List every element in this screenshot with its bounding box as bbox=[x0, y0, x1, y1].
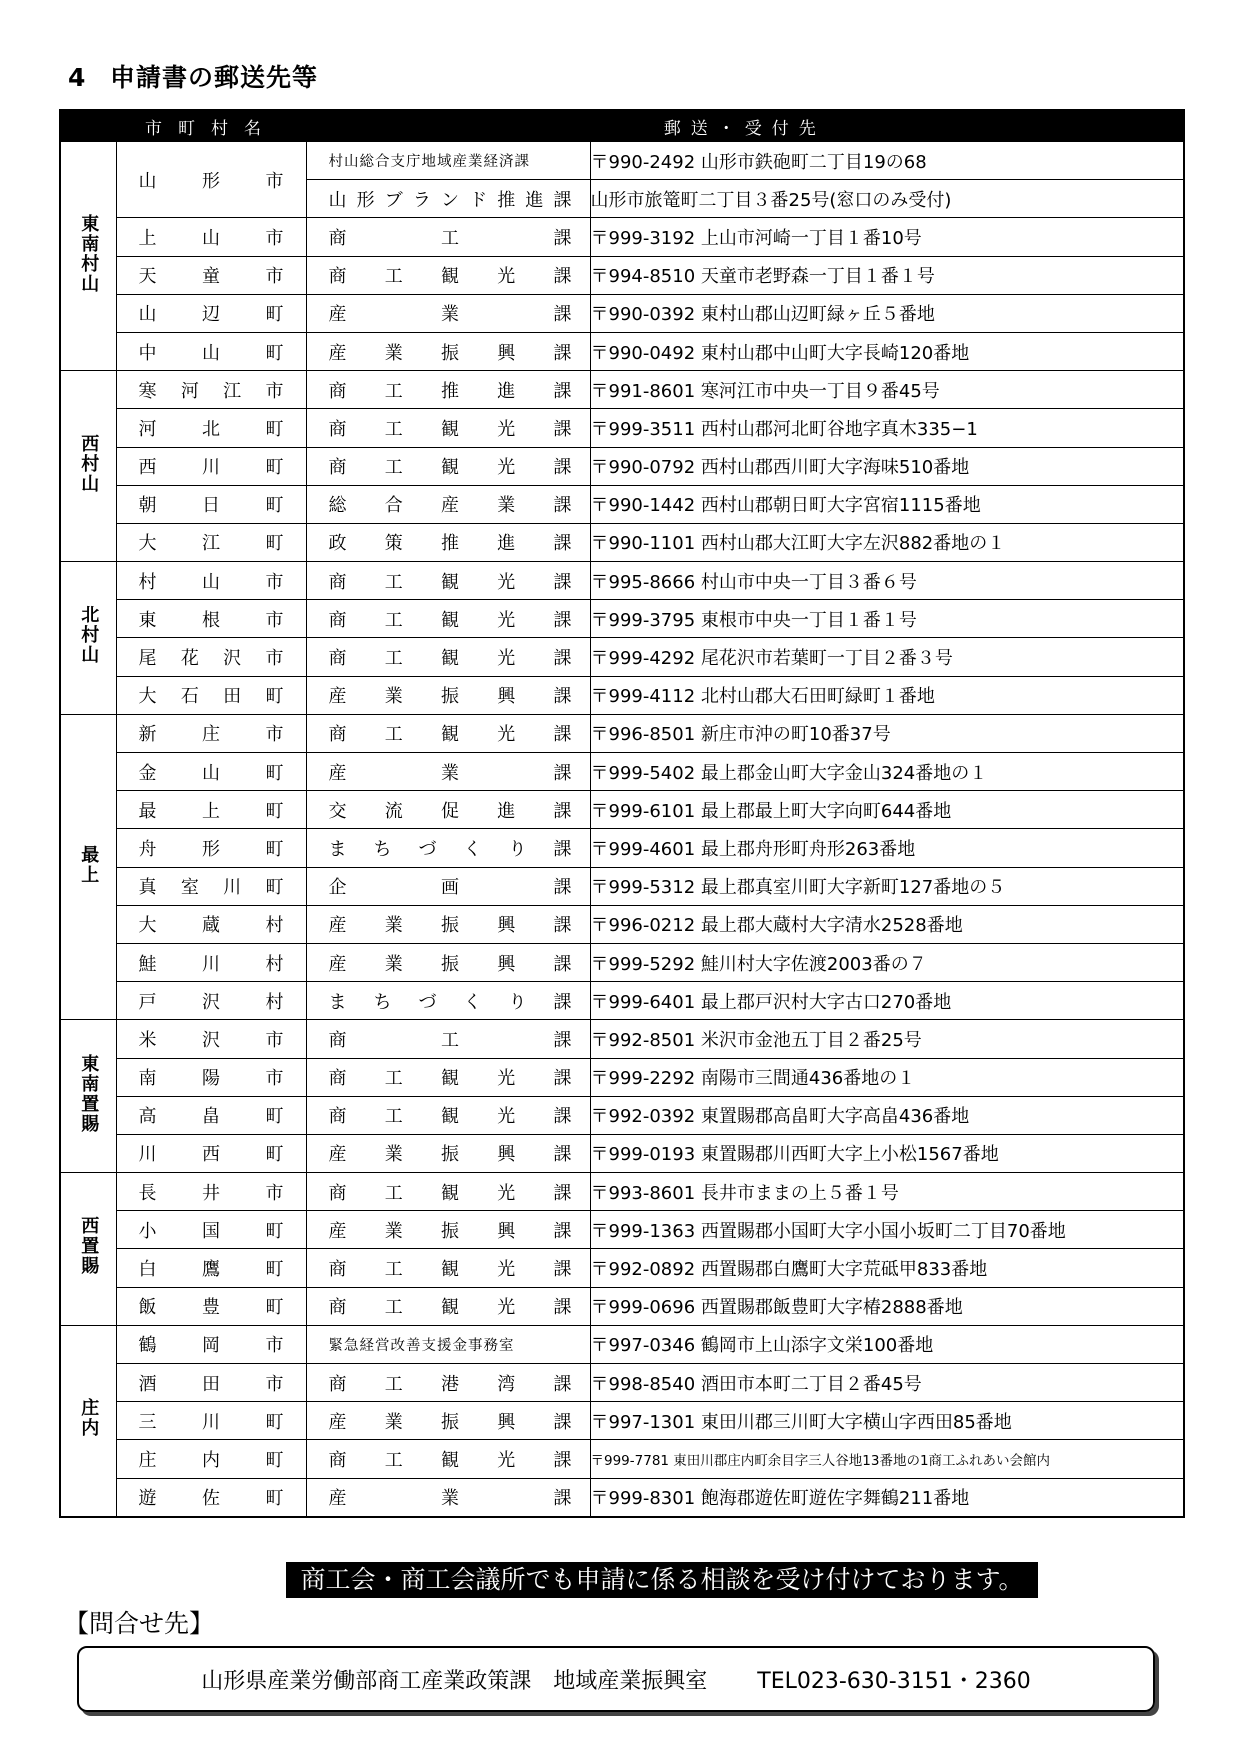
table-row bbox=[60, 1402, 1184, 1440]
municipality-name: 酒 田 市 bbox=[116, 1364, 306, 1402]
municipality-name: 川 西 町 bbox=[116, 1134, 306, 1172]
department-name: 商 工 港 湾 課 bbox=[306, 1364, 590, 1402]
contact-phone: TEL023-630-3151・2360 bbox=[757, 1668, 1031, 1694]
mailing-address: 〒992-0892 西置賜郡白鷹町大字荒砥甲833番地 bbox=[590, 1249, 1184, 1287]
table-row bbox=[60, 676, 1184, 714]
table-row bbox=[60, 218, 1184, 256]
region-label: 北村山 bbox=[60, 562, 116, 715]
municipality-name: 上 山 市 bbox=[116, 218, 306, 256]
municipality-name: 小 国 町 bbox=[116, 1211, 306, 1249]
department-name: 産 業 振 興 課 bbox=[306, 943, 590, 981]
mailing-address: 〒999-3511 西村山郡河北町谷地字真木335−1 bbox=[590, 409, 1184, 447]
municipality-name: 金 山 町 bbox=[116, 753, 306, 791]
department-name: 商 工 観 光 課 bbox=[306, 256, 590, 294]
mailing-address: 〒990-0792 西村山郡西川町大字海味510番地 bbox=[590, 447, 1184, 485]
municipality-name: 村 山 市 bbox=[116, 562, 306, 600]
department-name: 産 業 課 bbox=[306, 1478, 590, 1517]
department-name: 商 工 観 光 課 bbox=[306, 1173, 590, 1211]
municipality-name: 大 江 町 bbox=[116, 523, 306, 561]
department-name: 商 工 観 光 課 bbox=[306, 447, 590, 485]
municipality-name: 大 石 田 町 bbox=[116, 676, 306, 714]
mailing-address: 〒992-0392 東置賜郡高畠町大字高畠436番地 bbox=[590, 1096, 1184, 1134]
municipality-name: 山 形 市 bbox=[116, 142, 306, 218]
table-row bbox=[60, 600, 1184, 638]
department-name: 企 画 課 bbox=[306, 867, 590, 905]
department-name: 産 業 振 興 課 bbox=[306, 332, 590, 370]
contact-office: 山形県産業労働部商工産業政策課 地域産業振興室 bbox=[201, 1668, 708, 1694]
mailing-address: 〒995-8666 村山市中央一丁目３番６号 bbox=[590, 562, 1184, 600]
municipality-name: 中 山 町 bbox=[116, 332, 306, 370]
region-label: 西村山 bbox=[60, 371, 116, 562]
table-row bbox=[60, 371, 1184, 409]
department-name: 産 業 振 興 課 bbox=[306, 1402, 590, 1440]
table-row bbox=[60, 1478, 1184, 1517]
table-row bbox=[60, 791, 1184, 829]
municipality-name: 新 庄 市 bbox=[116, 714, 306, 752]
mailing-address: 〒996-0212 最上郡大蔵村大字清水2528番地 bbox=[590, 905, 1184, 943]
department-name: 交 流 促 進 課 bbox=[306, 791, 590, 829]
municipality-name: 朝 日 町 bbox=[116, 485, 306, 523]
contact-box bbox=[77, 1646, 1155, 1712]
mailing-address: 〒999-6401 最上郡戸沢村大字古口270番地 bbox=[590, 982, 1184, 1020]
region-label: 庄内 bbox=[60, 1325, 116, 1516]
municipality-name: 庄 内 町 bbox=[116, 1440, 306, 1478]
table-row bbox=[60, 905, 1184, 943]
department-name: 産 業 課 bbox=[306, 753, 590, 791]
municipality-name: 高 畠 町 bbox=[116, 1096, 306, 1134]
region-label: 東南村山 bbox=[60, 142, 116, 371]
department-name: 総 合 産 業 課 bbox=[306, 485, 590, 523]
table-row bbox=[60, 447, 1184, 485]
region-label: 西置賜 bbox=[60, 1173, 116, 1326]
municipality-name: 鮭 川 村 bbox=[116, 943, 306, 981]
municipality-name: 遊 佐 町 bbox=[116, 1478, 306, 1517]
municipality-name: 三 川 町 bbox=[116, 1402, 306, 1440]
region-label: 東南置賜 bbox=[60, 1020, 116, 1173]
mailing-address: 〒998-8540 酒田市本町二丁目２番45号 bbox=[590, 1364, 1184, 1402]
contact-heading: 【問合せ先】 bbox=[64, 1609, 215, 1638]
header-destination: 郵送・受付先 bbox=[306, 110, 1184, 142]
department-name: ま ち づ く り 課 bbox=[306, 982, 590, 1020]
mailing-address: 〒999-4601 最上郡舟形町舟形263番地 bbox=[590, 829, 1184, 867]
section-number: 4 bbox=[68, 63, 87, 92]
municipality-name: 真 室 川 町 bbox=[116, 867, 306, 905]
mailing-address: 〒994-8510 天童市老野森一丁目１番１号 bbox=[590, 256, 1184, 294]
mailing-address: 〒999-0696 西置賜郡飯豊町大字椿2888番地 bbox=[590, 1287, 1184, 1325]
department-name: 産 業 振 興 課 bbox=[306, 905, 590, 943]
table-row bbox=[60, 1173, 1184, 1211]
department-name: 産 業 課 bbox=[306, 294, 590, 332]
mailing-address: 〒999-5312 最上郡真室川町大字新町127番地の５ bbox=[590, 867, 1184, 905]
mailing-address: 〒999-6101 最上郡最上町大字向町644番地 bbox=[590, 791, 1184, 829]
department-name: 商 工 観 光 課 bbox=[306, 1287, 590, 1325]
table-row bbox=[60, 1287, 1184, 1325]
table-row bbox=[60, 1134, 1184, 1172]
department-name: 商 工 観 光 課 bbox=[306, 1096, 590, 1134]
department-name: 商 工 課 bbox=[306, 218, 590, 256]
mailing-address: 〒990-0392 東村山郡山辺町緑ヶ丘５番地 bbox=[590, 294, 1184, 332]
department-name: ま ち づ く り 課 bbox=[306, 829, 590, 867]
mailing-address: 〒990-1101 西村山郡大江町大字左沢882番地の１ bbox=[590, 523, 1184, 561]
mailing-address: 〒999-1363 西置賜郡小国町大字小国小坂町二丁目70番地 bbox=[590, 1211, 1184, 1249]
table-row bbox=[60, 1058, 1184, 1096]
municipality-name: 南 陽 市 bbox=[116, 1058, 306, 1096]
municipality-name: 白 鷹 町 bbox=[116, 1249, 306, 1287]
table-row bbox=[60, 332, 1184, 370]
mailing-address: 〒993-8601 長井市ままの上５番１号 bbox=[590, 1173, 1184, 1211]
table-row bbox=[60, 1096, 1184, 1134]
municipality-name: 最 上 町 bbox=[116, 791, 306, 829]
department-name: 商 工 観 光 課 bbox=[306, 600, 590, 638]
mailing-address: 〒999-5292 鮭川村大字佐渡2003番の７ bbox=[590, 943, 1184, 981]
department-name: 商 工 観 光 課 bbox=[306, 1440, 590, 1478]
table-row bbox=[60, 714, 1184, 752]
municipality-name: 寒 河 江 市 bbox=[116, 371, 306, 409]
mailing-address: 〒991-8601 寒河江市中央一丁目９番45号 bbox=[590, 371, 1184, 409]
mailing-address: 〒999-3192 上山市河崎一丁目１番10号 bbox=[590, 218, 1184, 256]
table-row bbox=[60, 1020, 1184, 1058]
mailing-address: 〒992-8501 米沢市金池五丁目２番25号 bbox=[590, 1020, 1184, 1058]
section-title: 申請書の郵送先等 bbox=[110, 63, 319, 92]
mailing-address: 〒999-2292 南陽市三間通436番地の１ bbox=[590, 1058, 1184, 1096]
table-row bbox=[60, 256, 1184, 294]
department-name: 山 形 ブ ラ ン ド 推 進 課 bbox=[306, 180, 590, 218]
table-row bbox=[60, 294, 1184, 332]
mailing-address: 〒997-1301 東田川郡三川町大字横山字西田85番地 bbox=[590, 1402, 1184, 1440]
department-name: 産 業 振 興 課 bbox=[306, 1134, 590, 1172]
mailing-address: 〒999-5402 最上郡金山町大字金山324番地の１ bbox=[590, 753, 1184, 791]
table-row bbox=[60, 485, 1184, 523]
mailing-address: 〒999-0193 東置賜郡川西町大字上小松1567番地 bbox=[590, 1134, 1184, 1172]
header-municipality: 市町村名 bbox=[116, 110, 306, 142]
mailing-address: 〒999-3795 東根市中央一丁目１番１号 bbox=[590, 600, 1184, 638]
region-label: 最上 bbox=[60, 714, 116, 1020]
table-header-row bbox=[60, 110, 1184, 142]
mailing-address: 〒990-1442 西村山郡朝日町大字宮宿1115番地 bbox=[590, 485, 1184, 523]
department-name: 商 工 観 光 課 bbox=[306, 1058, 590, 1096]
municipality-name: 舟 形 町 bbox=[116, 829, 306, 867]
mailing-address: 〒990-0492 東村山郡中山町大字長崎120番地 bbox=[590, 332, 1184, 370]
municipality-name: 天 童 市 bbox=[116, 256, 306, 294]
municipality-name: 東 根 市 bbox=[116, 600, 306, 638]
municipality-name: 飯 豊 町 bbox=[116, 1287, 306, 1325]
department-name: 商 工 課 bbox=[306, 1020, 590, 1058]
municipality-name: 西 川 町 bbox=[116, 447, 306, 485]
table-row bbox=[60, 753, 1184, 791]
table-row bbox=[60, 1364, 1184, 1402]
department-name: 商 工 観 光 課 bbox=[306, 409, 590, 447]
mailing-address: 〒999-7781 東田川郡庄内町余目字三人谷地13番地の1商工ふれあい会館内 bbox=[590, 1440, 1184, 1478]
mailing-address: 〒999-4112 北村山郡大石田町緑町１番地 bbox=[590, 676, 1184, 714]
municipality-name: 大 蔵 村 bbox=[116, 905, 306, 943]
municipality-name: 米 沢 市 bbox=[116, 1020, 306, 1058]
table-row bbox=[60, 1440, 1184, 1478]
department-name: 商 工 観 光 課 bbox=[306, 638, 590, 676]
table-row bbox=[60, 523, 1184, 561]
page-title bbox=[68, 58, 318, 94]
municipality-name: 河 北 町 bbox=[116, 409, 306, 447]
mailing-address: 〒999-8301 飽海郡遊佐町遊佐字舞鶴211番地 bbox=[590, 1478, 1184, 1517]
department-name: 産 業 振 興 課 bbox=[306, 1211, 590, 1249]
department-name: 産 業 振 興 課 bbox=[306, 676, 590, 714]
table-row bbox=[60, 142, 1184, 180]
table-row bbox=[60, 1249, 1184, 1287]
municipality-name: 尾 花 沢 市 bbox=[116, 638, 306, 676]
department-name: 緊急経営改善支援金事務室 bbox=[306, 1325, 590, 1363]
department-name: 商 工 観 光 課 bbox=[306, 562, 590, 600]
municipality-name: 山 辺 町 bbox=[116, 294, 306, 332]
table-row bbox=[60, 638, 1184, 676]
table-row bbox=[60, 1325, 1184, 1363]
table-row bbox=[60, 943, 1184, 981]
table-row bbox=[60, 562, 1184, 600]
table-row bbox=[60, 829, 1184, 867]
municipality-name: 長 井 市 bbox=[116, 1173, 306, 1211]
municipality-name: 鶴 岡 市 bbox=[116, 1325, 306, 1363]
mailing-address: 〒996-8501 新庄市沖の町10番37号 bbox=[590, 714, 1184, 752]
table-row bbox=[60, 409, 1184, 447]
consultation-notice: 商工会・商工会議所でも申請に係る相談を受け付けております。 bbox=[286, 1562, 1038, 1598]
department-name: 商 工 観 光 課 bbox=[306, 1249, 590, 1287]
table-row bbox=[60, 867, 1184, 905]
municipality-name: 戸 沢 村 bbox=[116, 982, 306, 1020]
mailing-address-table bbox=[59, 109, 1185, 1518]
mailing-address: 〒997-0346 鶴岡市上山添字文栄100番地 bbox=[590, 1325, 1184, 1363]
table-row bbox=[60, 1211, 1184, 1249]
mailing-address: 山形市旅篭町二丁目３番25号(窓口のみ受付) bbox=[590, 180, 1184, 218]
department-name: 政 策 推 進 課 bbox=[306, 523, 590, 561]
department-name: 商 工 観 光 課 bbox=[306, 714, 590, 752]
mailing-address: 〒990-2492 山形市鉄砲町二丁目19の68 bbox=[590, 142, 1184, 180]
department-name: 商 工 推 進 課 bbox=[306, 371, 590, 409]
department-name: 村山総合支庁地域産業経済課 bbox=[306, 142, 590, 180]
table-row bbox=[60, 982, 1184, 1020]
mailing-address: 〒999-4292 尾花沢市若葉町一丁目２番３号 bbox=[590, 638, 1184, 676]
